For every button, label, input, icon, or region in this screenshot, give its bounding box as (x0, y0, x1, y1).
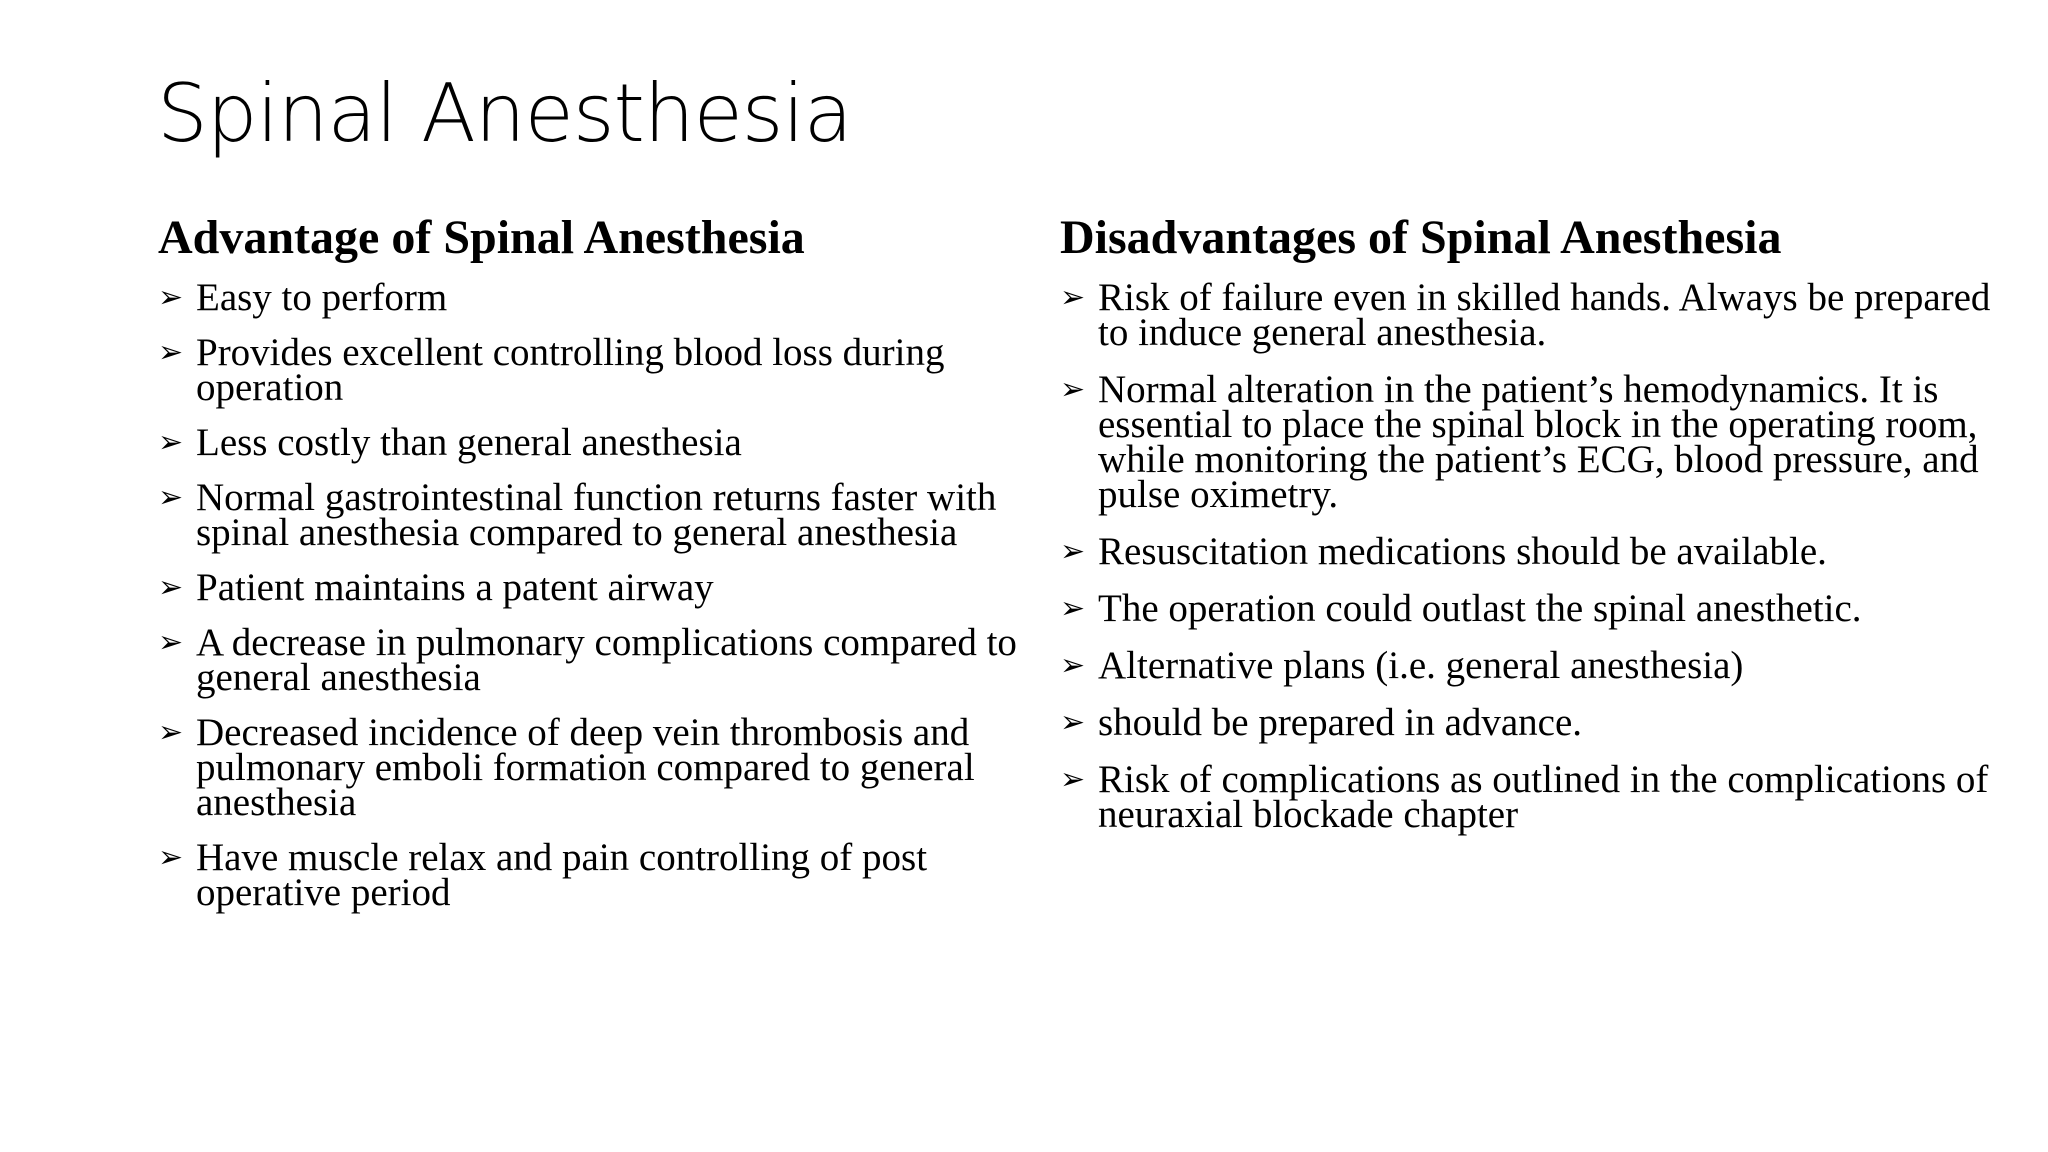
arrow-bullet-icon: ➢ (1060, 534, 1086, 569)
advantage-item (158, 566, 1038, 609)
advantage-text: Have muscle relax and pain controlling of post operative period (196, 836, 928, 914)
advantage-item (158, 621, 1038, 699)
arrow-bullet-icon: ➢ (1060, 762, 1086, 797)
advantages-heading: Advantage of Spinal Anesthesia (158, 211, 805, 264)
arrow-bullet-icon: ➢ (158, 715, 184, 750)
advantage-text: A decrease in pulmonary complications compared to general anesthesia (196, 621, 1017, 699)
disadvantage-item (1060, 587, 2000, 630)
disadvantages-column (1060, 210, 2000, 854)
disadvantage-text: Resuscitation medications should be available. (1098, 530, 1827, 573)
disadvantages-heading: Disadvantages of Spinal Anesthesia (1060, 211, 1782, 264)
disadvantage-text: Risk of failure even in skilled hands. Always be prepared to induce general anesthesia. (1098, 276, 1991, 354)
arrow-bullet-icon: ➢ (1060, 372, 1086, 407)
arrow-bullet-icon: ➢ (158, 280, 184, 315)
advantage-item (158, 331, 1038, 409)
advantage-text: Decreased incidence of deep vein thrombosis and pulmonary emboli formation compared to general anesthesia (196, 711, 975, 824)
advantage-text: Provides excellent controlling blood loss during operation (196, 331, 945, 409)
advantage-text: Easy to perform (196, 276, 448, 319)
arrow-bullet-icon: ➢ (158, 625, 184, 660)
advantage-item (158, 711, 1038, 824)
disadvantage-item (1060, 644, 2000, 687)
slide-title: Spinal Anesthesia (157, 67, 852, 160)
disadvantages-list (1060, 276, 2000, 836)
advantage-text: Patient maintains a patent airway (196, 566, 714, 609)
disadvantage-item (1060, 701, 2000, 744)
advantage-item (158, 476, 1038, 554)
advantages-column (158, 210, 1038, 930)
disadvantage-item (1060, 368, 2000, 516)
disadvantage-text: Risk of complications as outlined in the complications of neuraxial blockade chapter (1098, 758, 1989, 836)
advantages-list (158, 276, 1038, 914)
advantage-item (158, 836, 1038, 914)
arrow-bullet-icon: ➢ (158, 570, 184, 605)
advantage-item (158, 276, 1038, 319)
disadvantage-text: should be prepared in advance. (1098, 701, 1583, 744)
arrow-bullet-icon: ➢ (158, 425, 184, 460)
arrow-bullet-icon: ➢ (1060, 280, 1086, 315)
advantage-text: Normal gastrointestinal function returns faster with spinal anesthesia compared to general anesthesia (196, 476, 997, 554)
advantage-text: Less costly than general anesthesia (196, 421, 742, 464)
disadvantage-text: Alternative plans (i.e. general anesthesia) (1098, 644, 1744, 687)
arrow-bullet-icon: ➢ (158, 335, 184, 370)
disadvantage-item (1060, 758, 2000, 836)
disadvantage-item (1060, 530, 2000, 573)
arrow-bullet-icon: ➢ (158, 480, 184, 515)
arrow-bullet-icon: ➢ (1060, 705, 1086, 740)
disadvantage-text: The operation could outlast the spinal anesthetic. (1098, 587, 1862, 630)
advantage-item (158, 421, 1038, 464)
arrow-bullet-icon: ➢ (1060, 591, 1086, 626)
disadvantage-text: Normal alteration in the patient’s hemodynamics. It is essential to place the spinal block in the operating room, while monitoring the patient’s ECG, blood pressure, and pulse oximetry. (1098, 368, 1979, 516)
disadvantage-item (1060, 276, 2000, 354)
arrow-bullet-icon: ➢ (1060, 648, 1086, 683)
arrow-bullet-icon: ➢ (158, 840, 184, 875)
